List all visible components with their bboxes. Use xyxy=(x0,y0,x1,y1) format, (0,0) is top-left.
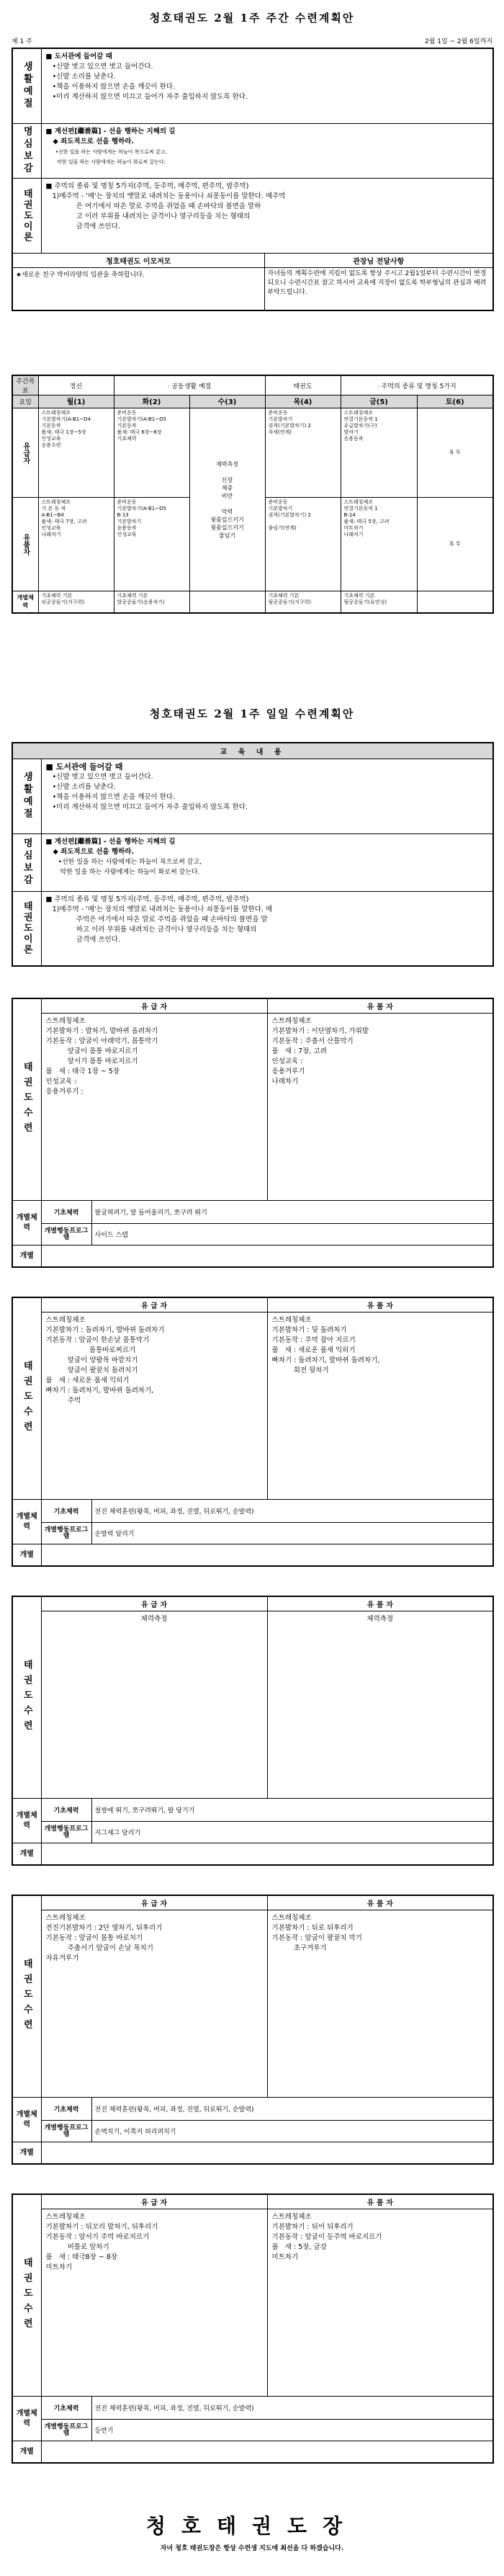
daily-title: 청호태권도 2월 1주 일일 수련계획안 xyxy=(149,707,355,720)
schedule-cell: 스트레칭체조 기 본 동 작 A-B1~B4 품새: 태극 7장, 고려 인성교육 나래치기 xyxy=(38,498,114,591)
yupum-line: 스트레칭체조 xyxy=(271,1316,312,1324)
fitness-sub: 기초체력 xyxy=(41,1201,91,1224)
schedule-cell xyxy=(189,591,265,613)
train-text: 순발력 달리기 xyxy=(91,1523,493,1544)
fitness-label: 개별체력 xyxy=(12,1201,41,1245)
weekly-line: •신발 소리를 낮춘다. xyxy=(45,73,116,81)
yupum-line: 스트레칭체조 xyxy=(271,2213,312,2221)
daily-row-1 xyxy=(41,833,493,891)
weekly-row-1 xyxy=(41,123,493,178)
weekly-line: ◆ 죄도적으로 선을 행하라. xyxy=(45,137,135,146)
weekly-title: 청호태권도 2월 1주 주간 수련계획안 xyxy=(149,12,355,24)
yupum-line: 품 새 : 새로운 품새 익히기 xyxy=(271,1346,356,1354)
yupum-line: 초구겨루기 xyxy=(271,1944,327,1952)
yugeup-line: 기본동작 : 앞굽이 몸통 바로치기 xyxy=(45,1934,143,1942)
extra-content xyxy=(41,2142,493,2164)
day-side-label: 태권도수련 xyxy=(12,1297,41,1500)
fitness-sub: 기초체력 xyxy=(41,2397,91,2420)
yugeup-line: 기본동작 : 앞굽이 아래막기, 몸통막기 xyxy=(45,1037,158,1045)
day-plan-table xyxy=(12,998,494,1268)
grade-label-yupum: 유품자 xyxy=(12,498,38,591)
yupum-line: 체력측정 xyxy=(366,1615,394,1623)
yupum-line: 스트레칭체조 xyxy=(271,1017,312,1025)
footer-name: 청호태권도장 xyxy=(145,2514,359,2538)
yupum-line: 인성교육 : xyxy=(271,1057,303,1065)
yugeup-line: 빠차기 : 돌려차기, 발바뀌 돌려차기, xyxy=(45,1387,154,1395)
yupum-line: 응용겨루기 xyxy=(271,1068,305,1075)
daily-line: •신발 소리를 낮춘다. xyxy=(45,782,116,791)
goal-text: · 공동생활 예절 xyxy=(114,375,265,395)
train-sub: 개별행동프로그램 xyxy=(41,1822,91,1843)
yugeup-line: 앞굽이 양팔목 바깥치기 xyxy=(45,1356,138,1364)
extra-content xyxy=(41,1544,493,1566)
train-text: 사이드 스텝 xyxy=(91,1224,493,1245)
schedule-cell: 기초체력 기본 발공중돌기(응용차기) xyxy=(114,591,189,613)
yupum-line: 미트차기 xyxy=(271,2253,299,2261)
yupum-line: 기본발차기 : 뒤로 뒤후리기 xyxy=(271,1924,354,1932)
yugeup-line: 기본발차기 : 돌려차기, 발바뀌 돌려차기 xyxy=(45,1326,165,1334)
day-side-label: 태권도수련 xyxy=(12,1895,41,2098)
schedule-cell: 준비운동 기본발차기(A-B1~D5 기본동작 품새: 태극 6장~8장 기초체력 xyxy=(114,408,189,498)
extra-content xyxy=(41,1843,493,1865)
parent-text: 자녀들의 계획수련에 지킬이 없도록 항상 주시고 2월1일부터 수련시간이 변경되오니 수련시간표 참고 하시어 교육에 지장이 없도록 학부형님의 관심과 배려 부탁드립니다. xyxy=(264,267,493,310)
weekly-line: 은 여기에서 따온 말로 주먹을 쥐었을 때 손바닥의 볼면을 말하 xyxy=(45,202,261,210)
fitness-label: 개별체력 xyxy=(12,2397,41,2441)
yugeup-header: 유 급 자 xyxy=(41,1297,267,1312)
daily-line: •미리 계산하지 않으면 미끄고 들어가 자주 출입하지 않도록 한다. xyxy=(45,802,248,811)
yugeup-line: 주먹 xyxy=(45,1397,81,1405)
yugeup-line: 스트레칭체조 xyxy=(45,1316,86,1324)
schedule-cell: 준비운동 기본발차기(A-B1~D5 B-13 기본발차기 응용동작 인성교육 xyxy=(114,498,189,591)
yugeup-line: 앞굽이 몸통 바로지르기 xyxy=(45,1047,138,1055)
schedule-cell-fitness-test: 체력측정 신장 체중 비만 악력 윗몸일으키기 윗몸일으키기 줄넘기 xyxy=(189,408,265,591)
yugeup-header: 유 급 자 xyxy=(41,998,267,1014)
weekly-line: ■ 도서관에 들어갈 때 xyxy=(45,53,112,61)
yugeup-content xyxy=(41,1910,267,2098)
yugeup-line: 몸통바로찌르기 xyxy=(45,1346,136,1354)
daily-content-table xyxy=(12,742,494,967)
fitness-label: 개별체력 xyxy=(12,1799,41,1843)
day-plan-table xyxy=(12,1297,494,1567)
yupum-content xyxy=(267,2209,493,2397)
yugeup-line: 기본발차기 : 발차기, 발바뀌 올려차기 xyxy=(45,1027,158,1035)
schedule-cell: 준비운동 기본발차기 권격(기본발차기) 2 줄넘기(연계) xyxy=(265,498,341,591)
weekly-schedule-table xyxy=(12,375,494,614)
goal-corner: 주간목표 xyxy=(12,375,38,395)
daily-row-label-1: 명심보감 xyxy=(12,833,41,891)
extra-label: 개별 xyxy=(12,2142,41,2164)
schedule-cell: 휴 무 xyxy=(417,498,493,591)
weekly-line: ■ 계선편[繼善篇] - 선을 행하는 지혜의 길 xyxy=(45,127,176,135)
daily-line: •선한 일을 하는 사람에게는 하늘이 복으로써 갚고, xyxy=(45,858,202,866)
yugeup-line: 품 새 : 태극 1장 ~ 5장 xyxy=(45,1068,120,1075)
yupum-line: 품 새 : 7장, 고려 xyxy=(271,1047,327,1055)
day-header: 토(6) xyxy=(417,395,493,408)
yupum-line: 빠차기 : 돌려차기, 발바뀌 돌려차기, xyxy=(271,1356,380,1364)
weekly-line: •선한 일을 하는 사람에게는 하늘이 복으로써 갚고, xyxy=(45,148,167,155)
day-side-label: 태권도수련 xyxy=(12,1596,41,1799)
notice-header: 청호태권도 이모저모 xyxy=(12,253,264,267)
daily-line: 악한 일을 하는 사람에게는 하늘이 화로써 갚는다. xyxy=(45,868,200,876)
yugeup-line: 앞서기 몸통 바로지르기 xyxy=(45,1057,138,1065)
yupum-line: 기본발차기 : 뒤어 뒤후리기 xyxy=(271,2223,354,2231)
train-sub: 개별행동프로그램 xyxy=(41,2420,91,2441)
grade-label-yugeup: 유급자 xyxy=(12,408,38,498)
daily-line: 1)메주먹 - '메'는 장치의 옛말로 내려치는 동용이나 쇠몽둥이를 말한다. 메 xyxy=(45,905,273,913)
fitness-text: 전진 체력훈련(왕복, 버피, 좌정, 진열, 뒤로뛰기, 순발력) xyxy=(91,2098,493,2121)
yupum-line: 회전 뒷차기 xyxy=(271,1367,329,1374)
yugeup-line: 기본동작 : 앞서기 주먹 바로지르기 xyxy=(45,2233,150,2241)
schedule-cell: 기초체력 기본 뒷공중돌기(유연성) xyxy=(341,591,417,613)
extra-label: 개별 xyxy=(12,1843,41,1865)
schedule-cell: 휴 무 xyxy=(417,408,493,498)
daily-row-2 xyxy=(41,891,493,966)
daily-line: ■ 주먹의 종류 및 명칭 5가지(주먹, 등주먹, 메주먹, 편주먹, 밤주먹) xyxy=(45,895,249,903)
train-text: 등반기 xyxy=(91,2420,493,2441)
yugeup-content xyxy=(41,1312,267,1500)
yupum-line: 기본동작 : 주먹 잡아 지르기 xyxy=(271,1336,356,1344)
yupum-line: 기본동작 : 앞굽이 팔꿈치 막기 xyxy=(271,1934,362,1942)
weekly-line: •미리 계산하지 않으면 미끄고 들어가 자주 출입하지 않도록 한다. xyxy=(45,93,248,101)
yupum-line: 기본발차기 : 이단옆차기, 가위발 xyxy=(271,1027,369,1035)
day-header: 월(1) xyxy=(38,395,114,408)
yupum-content xyxy=(267,1312,493,1500)
weekly-line: 고 이러 부위를 내려치는 금격이나 옆구리등을 치는 형태의 xyxy=(45,212,251,220)
schedule-cell: 스트레칭체조 연결기본동작 1 유급발차기(구) 발차기 응용동작 xyxy=(341,408,417,498)
yugeup-line: 스트레칭체조 xyxy=(45,1017,86,1025)
yupum-line: 기본발차기 : 뒷 돌려차기 xyxy=(271,1326,347,1334)
day-plan-table xyxy=(12,1596,494,1866)
yugeup-line: 응용겨루기 : xyxy=(45,1088,84,1096)
yugeup-line: 품 새 : 태극8장 ~ 8장 xyxy=(45,2253,117,2261)
yugeup-line: 스트레칭체조 xyxy=(45,1914,86,1922)
extra-label: 개별 xyxy=(12,1245,41,1267)
day-plan-table xyxy=(12,2193,494,2464)
grade-label-personal: 개별체력 xyxy=(12,591,38,613)
yugeup-line: 자유겨루기 xyxy=(45,1954,79,1962)
yupum-line: 스트레칭체조 xyxy=(271,1914,312,1922)
weekly-line: •신발 벗고 있으면 벗고 들어간다. xyxy=(45,63,153,71)
yupum-line: 기본동작 : 앞굽이 등주먹 바로지르기 xyxy=(271,2233,382,2241)
schedule-cell: 스트레칭체조 연결기본동작 1 B-14 품새: 태극 5장, 고려 미트차기 나래치기 xyxy=(341,498,417,591)
yugeup-line: 주춤서기 앞굽이 손날 목치기 xyxy=(45,1944,153,1952)
yupum-line: 기본동작 : 주춤서 산틀막기 xyxy=(271,1037,354,1045)
yupum-header: 유 품 자 xyxy=(267,998,493,1014)
extra-content xyxy=(41,1245,493,1267)
train-text: 손벽치기, 이쪽저 허리펴치기 xyxy=(91,2121,493,2142)
yugeup-line: 전진기본발차기 : 2단 옆차기, 뒤후리기 xyxy=(45,1924,163,1932)
yugeup-line: 스트레칭체조 xyxy=(45,2213,86,2221)
extra-label: 개별 xyxy=(12,2441,41,2463)
yugeup-content xyxy=(41,1014,267,1201)
yupum-line: 나래차기 xyxy=(271,1078,299,1086)
daily-header: 교 육 내 용 xyxy=(12,743,493,759)
train-sub: 개별행동프로그램 xyxy=(41,2121,91,2142)
daily-line: •신발 벗고 있으면 벗고 들어간다. xyxy=(45,772,153,781)
weekly-row-label-2: 태권도이론 xyxy=(12,178,41,253)
weekly-row-label-1: 명심보감 xyxy=(12,123,41,178)
train-text: 지그재그 달리기 xyxy=(91,1822,493,1843)
day-side-label: 태권도수련 xyxy=(12,2194,41,2397)
daily-line: 금격에 쓰인다. xyxy=(45,935,120,944)
weekly-line: 1)메주먹 - '메'는 장치의 옛말로 내려치는 동용이나 쇠몽둥이를 말한다. 메주먹 xyxy=(45,192,286,200)
yupum-header: 유 품 자 xyxy=(267,1895,493,1910)
weekly-row-0 xyxy=(41,48,493,123)
fitness-sub: 기초체력 xyxy=(41,2098,91,2121)
day-side-label: 태권도수련 xyxy=(12,998,41,1201)
date-range: 2월 1일 ~ 2월 6일까지 xyxy=(424,38,492,45)
train-sub: 개별행동프로그램 xyxy=(41,1523,91,1544)
train-sub: 개별행동프로그램 xyxy=(41,1224,91,1245)
yugeup-line: 기본동작 : 앞굽이 한손날 몸통막기 xyxy=(45,1336,150,1344)
yupum-header: 유 품 자 xyxy=(267,1596,493,1611)
yugeup-header: 유 급 자 xyxy=(41,1596,267,1611)
fitness-text: 전진 체력훈련(왕복, 버피, 좌정, 진열, 뒤로뛰기, 순발력) xyxy=(91,2397,493,2420)
parent-header: 관장님 전달사항 xyxy=(264,253,493,267)
day-header: 목(4) xyxy=(265,395,341,408)
yupum-line: 품 새 : 5장, 금강 xyxy=(271,2243,327,2251)
day-header: 화(2) xyxy=(114,395,189,408)
daily-line: •책을 이용하지 않으면 손을 깨끗이 한다. xyxy=(45,792,176,801)
fitness-label: 개별체력 xyxy=(12,1500,41,1544)
yugeup-content xyxy=(41,2209,267,2397)
yugeup-header: 유 급 자 xyxy=(41,2194,267,2209)
goal-label: 정신 xyxy=(38,375,114,395)
daily-line: ■ 도서관에 들어갈 때 xyxy=(45,761,123,772)
weekly-row-label-0: 생활예절 xyxy=(12,48,41,123)
yupum-header: 유 품 자 xyxy=(267,2194,493,2209)
day-header: 금(5) xyxy=(341,395,417,408)
weekly-line: •책을 이용하지 않으면 손을 깨끗이 한다. xyxy=(45,83,176,91)
schedule-cell: 기초체력 기본 뒤공중돌기(지구력) xyxy=(38,591,114,613)
extra-label: 개별 xyxy=(12,1544,41,1566)
daily-row-label-0: 생활예절 xyxy=(12,759,41,833)
day-header: 수(3) xyxy=(189,395,265,408)
yugeup-line: 품 새 : 새로운 품새 익히기 xyxy=(45,1377,130,1385)
yugeup-line: 비틀로 앞차기 xyxy=(45,2243,109,2251)
fitness-sub: 기초체력 xyxy=(41,1799,91,1822)
fitness-text: 철쌍에 뛰기, 쪼구려뛰기, 팔 당기기 xyxy=(91,1799,493,1822)
footer-slogan: 자녀 청호 태권도장은 항상 수련생 지도에 최선을 다 하겠습니다. xyxy=(160,2545,344,2552)
schedule-cell: 스트레칭체조 기본발차기(A-B1~D4 기본동작 품새: 태극 1장~5장 인성교육 응용수련 xyxy=(38,408,114,498)
fitness-label: 개별체력 xyxy=(12,2098,41,2142)
weekly-line: ■ 주먹의 종류 및 명칭 5가지(주먹, 등주먹, 메주먹, 편주먹, 밤주먹) xyxy=(45,182,249,190)
weekly-content-table xyxy=(12,48,494,311)
schedule-cell: 기초체력 기본 뒷공중돌기(지구력) xyxy=(265,591,341,613)
weekly-line: 금격에 쓰인다. xyxy=(45,222,120,231)
schedule-cell xyxy=(417,591,493,613)
week-label: 제 1 주 xyxy=(12,38,32,45)
daily-line: 하고 이러 부위를 내려치는 금격이나 옆구리등을 치는 형태의 xyxy=(45,925,257,934)
day-plan-table xyxy=(12,1895,494,2165)
yugeup-line: 체력측정 xyxy=(140,1615,168,1623)
daily-line: ◆ 죄도적으로 선을 행하라. xyxy=(45,847,135,856)
yugeup-line: 미트차기 xyxy=(45,2263,73,2271)
daily-row-label-2: 태권도이론 xyxy=(12,891,41,966)
fitness-text: 전진 체력훈련(왕복, 버피, 좌정, 진열, 뒤로뛰기, 순발력) xyxy=(91,1500,493,1523)
fitness-sub: 기초체력 xyxy=(41,1500,91,1523)
yugeup-line: 기본발차기 : 뒤꼬리 발차기, 뒤후리기 xyxy=(45,2223,158,2231)
yugeup-header: 유 급 자 xyxy=(41,1895,267,1910)
daily-line: ■ 계선편[繼善篇] - 선을 행하는 지혜의 길 xyxy=(45,837,176,846)
extra-content xyxy=(41,2441,493,2463)
yupum-content xyxy=(267,1611,493,1799)
weekly-row-2 xyxy=(41,178,493,253)
yupum-header: 유 품 자 xyxy=(267,1297,493,1312)
fitness-text: 팔굽혀펴기, 발 들어올리기, 쪼구려 뛰기 xyxy=(91,1201,493,1224)
weekly-line: 악한 일을 하는 사람에게는 하늘이 화로써 갚는다. xyxy=(45,158,166,165)
yugeup-content xyxy=(41,1611,267,1799)
daily-row-0 xyxy=(41,759,493,833)
day-corner: 요일 xyxy=(12,395,38,408)
yugeup-line: 인성교육 : xyxy=(45,1078,77,1086)
daily-line: 주먹은 여기에서 따온 말로 주먹을 쥐었을 때 손바닥의 볼면을 말 xyxy=(45,915,268,923)
yupum-content xyxy=(267,1910,493,2098)
goal2-label: 태권도 xyxy=(265,375,341,395)
notice-text: ★새로운 친구 박미라양의 입관을 축하합니다. xyxy=(12,267,264,310)
yugeup-line: 앞굽이 팔꿈치 돌려치기 xyxy=(45,1367,138,1374)
yupum-content xyxy=(267,1014,493,1201)
goal2-text: · 주먹의 종류 및 명칭 5가지 xyxy=(341,375,493,395)
schedule-cell: 준비운동 기본발차기 권격(기본발차기) 2 자세(연계) xyxy=(265,408,341,498)
